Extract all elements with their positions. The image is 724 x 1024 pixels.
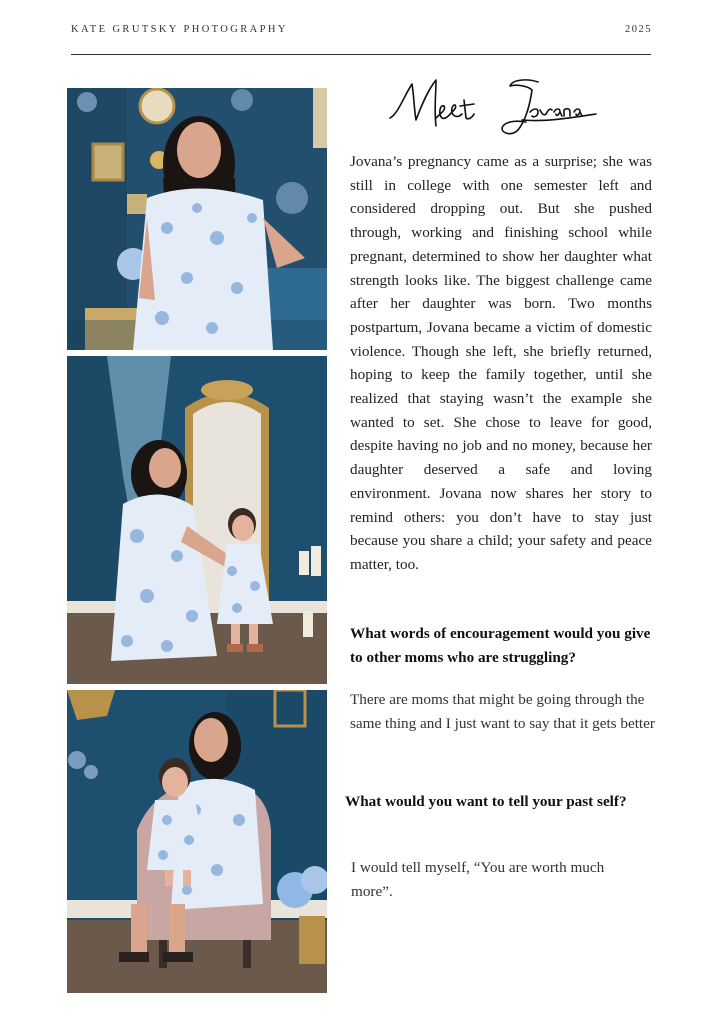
- question-past-self: What would you want to tell your past self?: [345, 793, 627, 810]
- answer-encouragement: There are moms that might be going through the same thing and I just want to say that it gets better: [350, 691, 655, 732]
- header-divider: [71, 54, 651, 55]
- photo-mother-daughter-mirror: [67, 356, 327, 684]
- photo-mother-daughter-chair: [67, 690, 327, 993]
- answer-past-self: I would tell myself, “You are worth much more”.: [351, 859, 605, 900]
- heading-meet-jovana: [386, 74, 606, 138]
- brand-name: KATE GRUTSKY PHOTOGRAPHY: [71, 24, 288, 35]
- script-heading-graphic: [386, 74, 606, 138]
- year-label: 2025: [625, 24, 652, 35]
- photo-portrait-standing: [67, 88, 327, 350]
- story-paragraph: Jovana’s pregnancy came as a surprise; she was still in college with one semester left and considered dropping out. But she pushed through, working and finishing school while pregnant, determined to show her daughter what strength looks like. The biggest challenge came after her daughter was born. Two months postpartum, Jovana became a victim of domestic violence. Though she left, she briefly returned, hoping to keep the family together, until she realized that staying wasn’t the example she wanted to set. She chose to leave for good, despite having no job and no money, because her daughter deserved a safe and loving environment. Jovana now shares her story to remind others: you don’t have to stay just because you share a child; your safety and peace matter, too.: [350, 153, 652, 573]
- question-encouragement: What words of encouragement would you give to other moms who are struggling?: [350, 625, 651, 666]
